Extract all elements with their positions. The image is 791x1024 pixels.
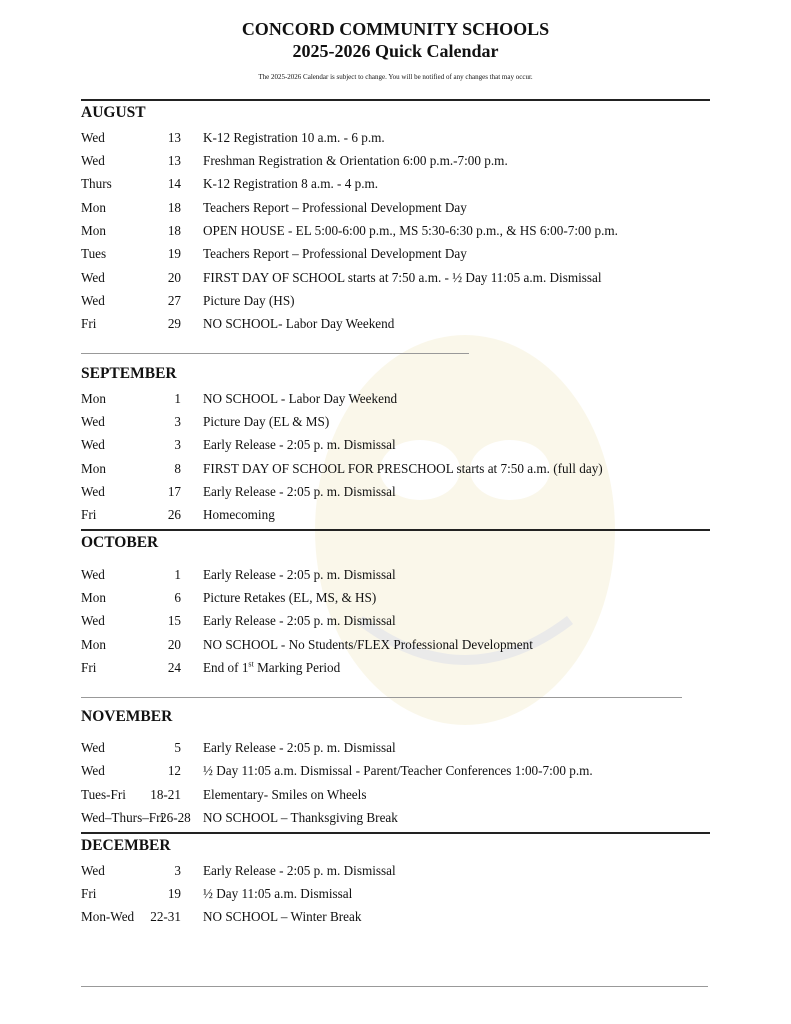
event-description: NO SCHOOL - Labor Day Weekend <box>203 391 398 406</box>
event-description: Picture Day (EL & MS) <box>203 414 330 429</box>
event-date: 3 <box>174 863 181 878</box>
event-description: NO SCHOOL- Labor Day Weekend <box>203 316 395 331</box>
event-text-after: Marking Period <box>253 660 341 675</box>
event-day: Wed <box>81 153 105 168</box>
event-description: Elementary- Smiles on Wheels <box>203 787 367 802</box>
event-day: Mon <box>81 223 106 238</box>
header-divider <box>81 99 710 101</box>
event-day: Fri <box>81 316 97 331</box>
event-description: Picture Day (HS) <box>203 293 295 308</box>
event-description: OPEN HOUSE - EL 5:00-6:00 p.m., MS 5:30-6:30 p.m., & HS 6:00-7:00 p.m. <box>203 223 618 238</box>
event-date: 5 <box>174 740 181 755</box>
event-day: Wed <box>81 567 105 582</box>
event-date: 8 <box>174 461 181 476</box>
event-date: 22-31 <box>150 909 181 924</box>
school-title: CONCORD COMMUNITY SCHOOLS <box>241 19 550 39</box>
event-description: FIRST DAY OF SCHOOL FOR PRESCHOOL starts at 7:50 a.m. (full day) <box>203 461 603 476</box>
event-description: Homecoming <box>203 507 275 522</box>
event-date: 24 <box>167 660 181 675</box>
event-description: Early Release - 2:05 p. m. Dismissal <box>203 613 396 628</box>
event-description: ½ Day 11:05 a.m. Dismissal - Parent/Teacher Conferences 1:00-7:00 p.m. <box>203 763 593 778</box>
event-day: Wed <box>81 437 105 452</box>
event-day: Wed <box>81 613 105 628</box>
event-description: NO SCHOOL - No Students/FLEX Professional Development <box>203 637 533 652</box>
event-day: Fri <box>81 886 97 901</box>
section-divider <box>81 697 682 698</box>
event-description: ½ Day 11:05 a.m. Dismissal <box>203 886 353 901</box>
event-day: Wed <box>81 863 105 878</box>
event-description: Freshman Registration & Orientation 6:00 p.m.-7:00 p.m. <box>203 153 508 168</box>
section-divider <box>81 529 710 531</box>
event-day: Wed <box>81 130 105 145</box>
event-date: 20 <box>167 637 181 652</box>
event-date: 3 <box>174 437 181 452</box>
event-date: 20 <box>167 270 181 285</box>
event-day: Tues <box>81 246 107 261</box>
event-date: 13 <box>167 153 181 168</box>
event-day: Wed <box>81 484 105 499</box>
event-day: Mon-Wed <box>81 909 135 924</box>
ordinal-suffix: st <box>248 659 254 669</box>
event-date: 17 <box>167 484 181 499</box>
event-date: 15 <box>167 613 181 628</box>
event-day: Wed <box>81 414 105 429</box>
event-description: NO SCHOOL – Thanksgiving Break <box>203 810 398 825</box>
event-date: 1 <box>174 391 181 406</box>
event-day: Wed <box>81 270 105 285</box>
event-description: Teachers Report – Professional Development Day <box>203 200 467 215</box>
event-day: Mon <box>81 461 106 476</box>
event-description: Teachers Report – Professional Development Day <box>203 246 467 261</box>
event-date: 18 <box>167 200 181 215</box>
month-heading-september: SEPTEMBER <box>81 365 177 382</box>
event-description: K-12 Registration 10 a.m. - 6 p.m. <box>203 130 385 145</box>
change-notice: The 2025-2026 Calendar is subject to change. You will be notified of any changes that may occur. <box>258 73 533 81</box>
event-date: 19 <box>167 246 181 261</box>
event-day: Wed <box>81 740 105 755</box>
event-date: 13 <box>167 130 181 145</box>
event-date: 1 <box>174 567 181 582</box>
event-day: Mon <box>81 200 106 215</box>
event-description: Early Release - 2:05 p. m. Dismissal <box>203 740 396 755</box>
event-day: Mon <box>81 637 106 652</box>
footer-divider <box>81 986 708 987</box>
event-description: Early Release - 2:05 p. m. Dismissal <box>203 863 396 878</box>
month-heading-november: NOVEMBER <box>81 708 173 725</box>
section-divider <box>81 353 469 354</box>
event-description: Early Release - 2:05 p. m. Dismissal <box>203 484 396 499</box>
event-date: 29 <box>167 316 181 331</box>
event-date: 6 <box>174 590 181 605</box>
month-heading-december: DECEMBER <box>81 837 171 854</box>
event-day: Tues-Fri <box>81 787 126 802</box>
event-day: Wed–Thurs–Fri <box>81 810 165 825</box>
event-date: 26-28 <box>160 810 191 825</box>
event-day: Fri <box>81 507 97 522</box>
event-day: Fri <box>81 660 97 675</box>
event-description: NO SCHOOL – Winter Break <box>203 909 362 924</box>
event-date: 18 <box>167 223 181 238</box>
event-description: Picture Retakes (EL, MS, & HS) <box>203 590 377 605</box>
month-heading-august: AUGUST <box>81 104 146 121</box>
event-description: Early Release - 2:05 p. m. Dismissal <box>203 437 396 452</box>
event-day: Mon <box>81 391 106 406</box>
event-day: Thurs <box>81 176 112 191</box>
event-date: 14 <box>167 176 181 191</box>
section-divider <box>81 832 710 834</box>
month-heading-october: OCTOBER <box>81 534 159 551</box>
event-description <box>203 660 340 676</box>
event-date: 27 <box>167 293 181 308</box>
event-description: K-12 Registration 8 a.m. - 4 p.m. <box>203 176 379 191</box>
event-day: Wed <box>81 763 105 778</box>
event-text: End of 1 <box>203 660 249 675</box>
event-day: Wed <box>81 293 105 308</box>
event-description: Early Release - 2:05 p. m. Dismissal <box>203 567 396 582</box>
event-day: Mon <box>81 590 106 605</box>
event-date: 18-21 <box>150 787 181 802</box>
event-date: 3 <box>174 414 181 429</box>
calendar-title: 2025-2026 Quick Calendar <box>292 41 499 61</box>
event-date: 19 <box>167 886 181 901</box>
event-description: FIRST DAY OF SCHOOL starts at 7:50 a.m. - ½ Day 11:05 a.m. Dismissal <box>203 270 602 285</box>
event-date: 26 <box>167 507 181 522</box>
event-date: 12 <box>167 763 181 778</box>
